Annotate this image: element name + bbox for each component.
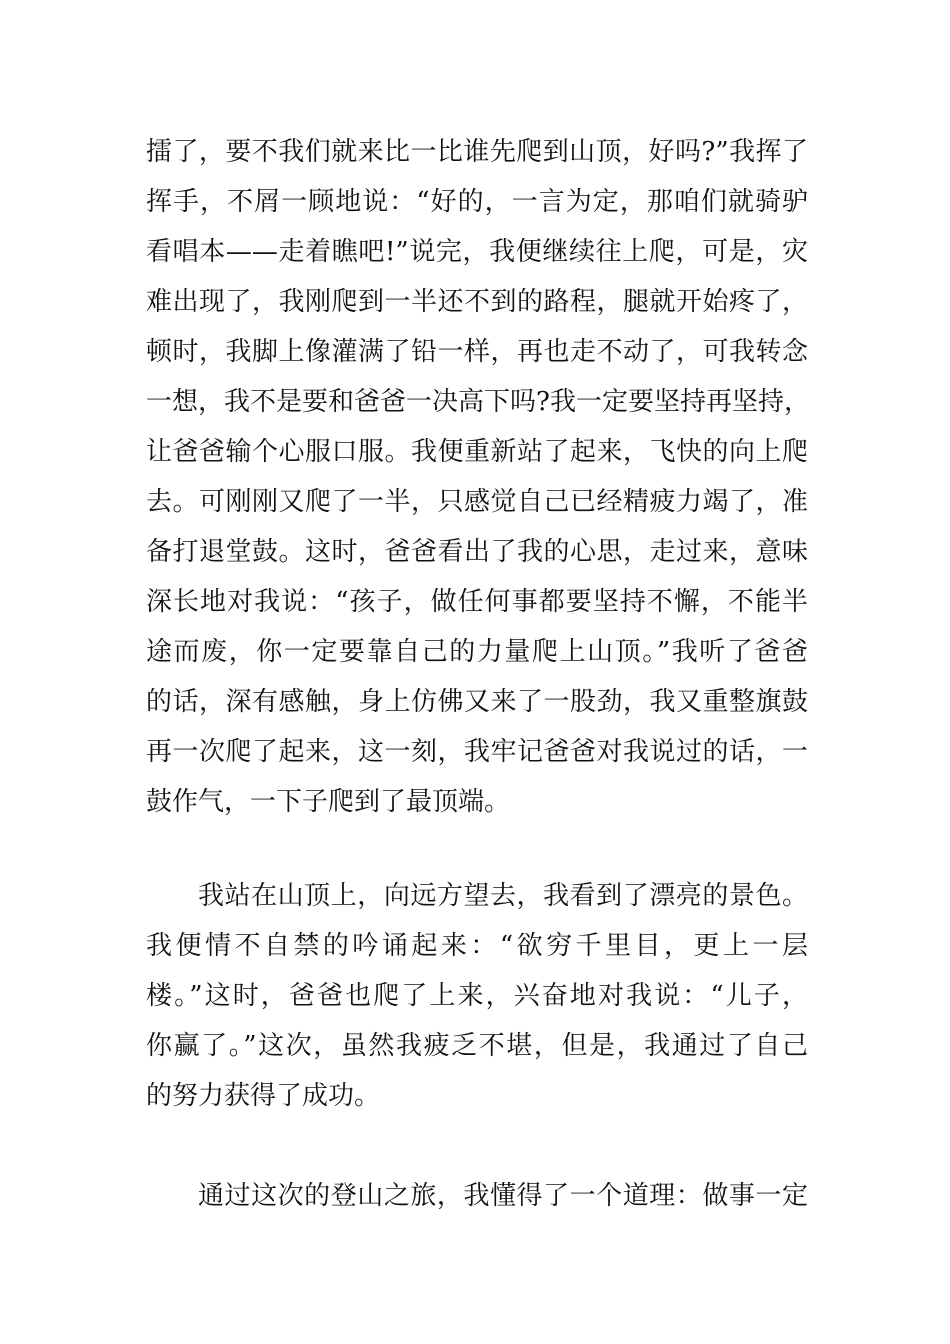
text-line: 再一次爬了起来，这一刻，我牢记爸爸对我说过的话，一 [146,737,808,767]
text-line: 去。可刚刚又爬了一半，只感觉自己已经精疲力竭了，准 [146,487,808,517]
text-line: 的话，深有感触，身上仿佛又来了一股劲，我又重整旗鼓 [146,687,808,717]
text-line: 难出现了，我刚爬到一半还不到的路程，腿就开始疼了， [146,287,808,317]
text-line: 看唱本——走着瞧吧!”说完，我便继续往上爬，可是，灾 [146,237,808,267]
text-line: 挥手，不屑一顾地说：“好的，一言为定，那咱们就骑驴 [146,187,808,217]
text-line: 深长地对我说：“孩子，做任何事都要坚持不懈，不能半 [146,587,808,617]
text-line: 鼓作气，一下子爬到了最顶端。 [146,787,511,817]
text-line: 楼。”这时，爸爸也爬了上来，兴奋地对我说：“儿子， [146,981,808,1011]
text-line: 你赢了。”这次，虽然我疲乏不堪，但是，我通过了自己 [146,1031,808,1061]
text-line: 让爸爸输个心服口服。我便重新站了起来，飞快的向上爬 [146,437,808,467]
text-line: 的努力获得了成功。 [146,1081,381,1111]
text-line: 一想，我不是要和爸爸一决高下吗?我一定要坚持再坚持， [146,387,810,417]
text-line: 顿时，我脚上像灌满了铅一样，再也走不动了，可我转念 [146,337,808,367]
text-line: 我便情不自禁的吟诵起来：“欲穷千里目，更上一层 [146,931,808,961]
text-line: 途而废，你一定要靠自己的力量爬上山顶。”我听了爸爸 [146,637,808,667]
text-line: 通过这次的登山之旅，我懂得了一个道理：做事一定 [198,1181,808,1211]
text-line: 我站在山顶上，向远方望去，我看到了漂亮的景色。 [198,881,808,911]
text-line: 备打退堂鼓。这时，爸爸看出了我的心思，走过来，意味 [146,537,808,567]
text-line: 擂了，要不我们就来比一比谁先爬到山顶，好吗?”我挥了 [146,137,808,167]
